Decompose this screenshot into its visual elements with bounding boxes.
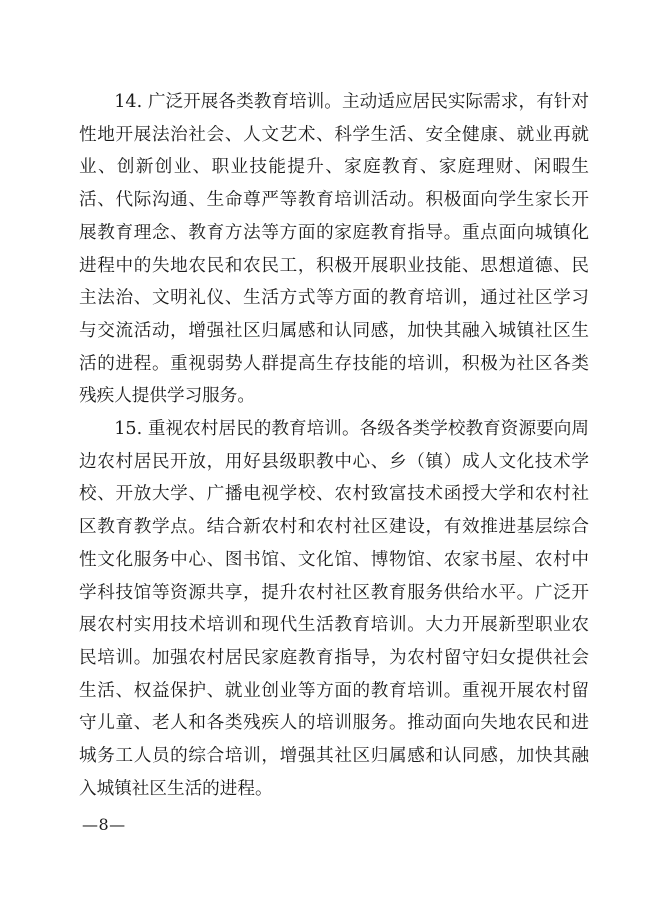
- page-number: —8—: [82, 815, 126, 834]
- paragraph-15: 15. 重视农村居民的教育培训。各级各类学校教育资源要向周边农村居民开放，用好县级职教中心、乡（镇）成人文化技术学校、开放大学、广播电视学校、农村致富技术函授大学和农村社区教育教学点。结合新农村和农村社区建设，有效推进基层综合性文化服务中心、图书馆、文化馆、博物馆、农家书屋、农村中学科技馆等资源共享，提升农村社区教育服务供给水平。广泛开展农村实用技术培训和现代生活教育培训。大力开展新型职业农民培训。加强农村居民家庭教育指导，为农村留守妇女提供社会生活、权益保护、就业创业等方面的教育培训。重视开展农村留守儿童、老人和各类残疾人的培训服务。推动面向失地农民和进城务工人员的综合培训，增强其社区归属感和认同感，加快其融入城镇社区生活的进程。: [79, 419, 589, 799]
- paragraph-14: 14. 广泛开展各类教育培训。主动适应居民实际需求，有针对性地开展法治社会、人文艺术、科学生活、安全健康、就业再就业、创新创业、职业技能提升、家庭教育、家庭理财、闲暇生活、代际沟通、生命尊严等教育培训活动。积极面向学生家长开展教育理念、教育方法等方面的家庭教育指导。重点面向城镇化进程中的失地农民和农民工，积极开展职业技能、思想道德、民主法治、文明礼仪、生活方式等方面的教育培训，通过社区学习与交流活动，增强社区归属感和认同感，加快其融入城镇社区生活的进程。重视弱势人群提高生存技能的培训，积极为社区各类残疾人提供学习服务。: [79, 92, 589, 407]
- document-body: [79, 86, 589, 805]
